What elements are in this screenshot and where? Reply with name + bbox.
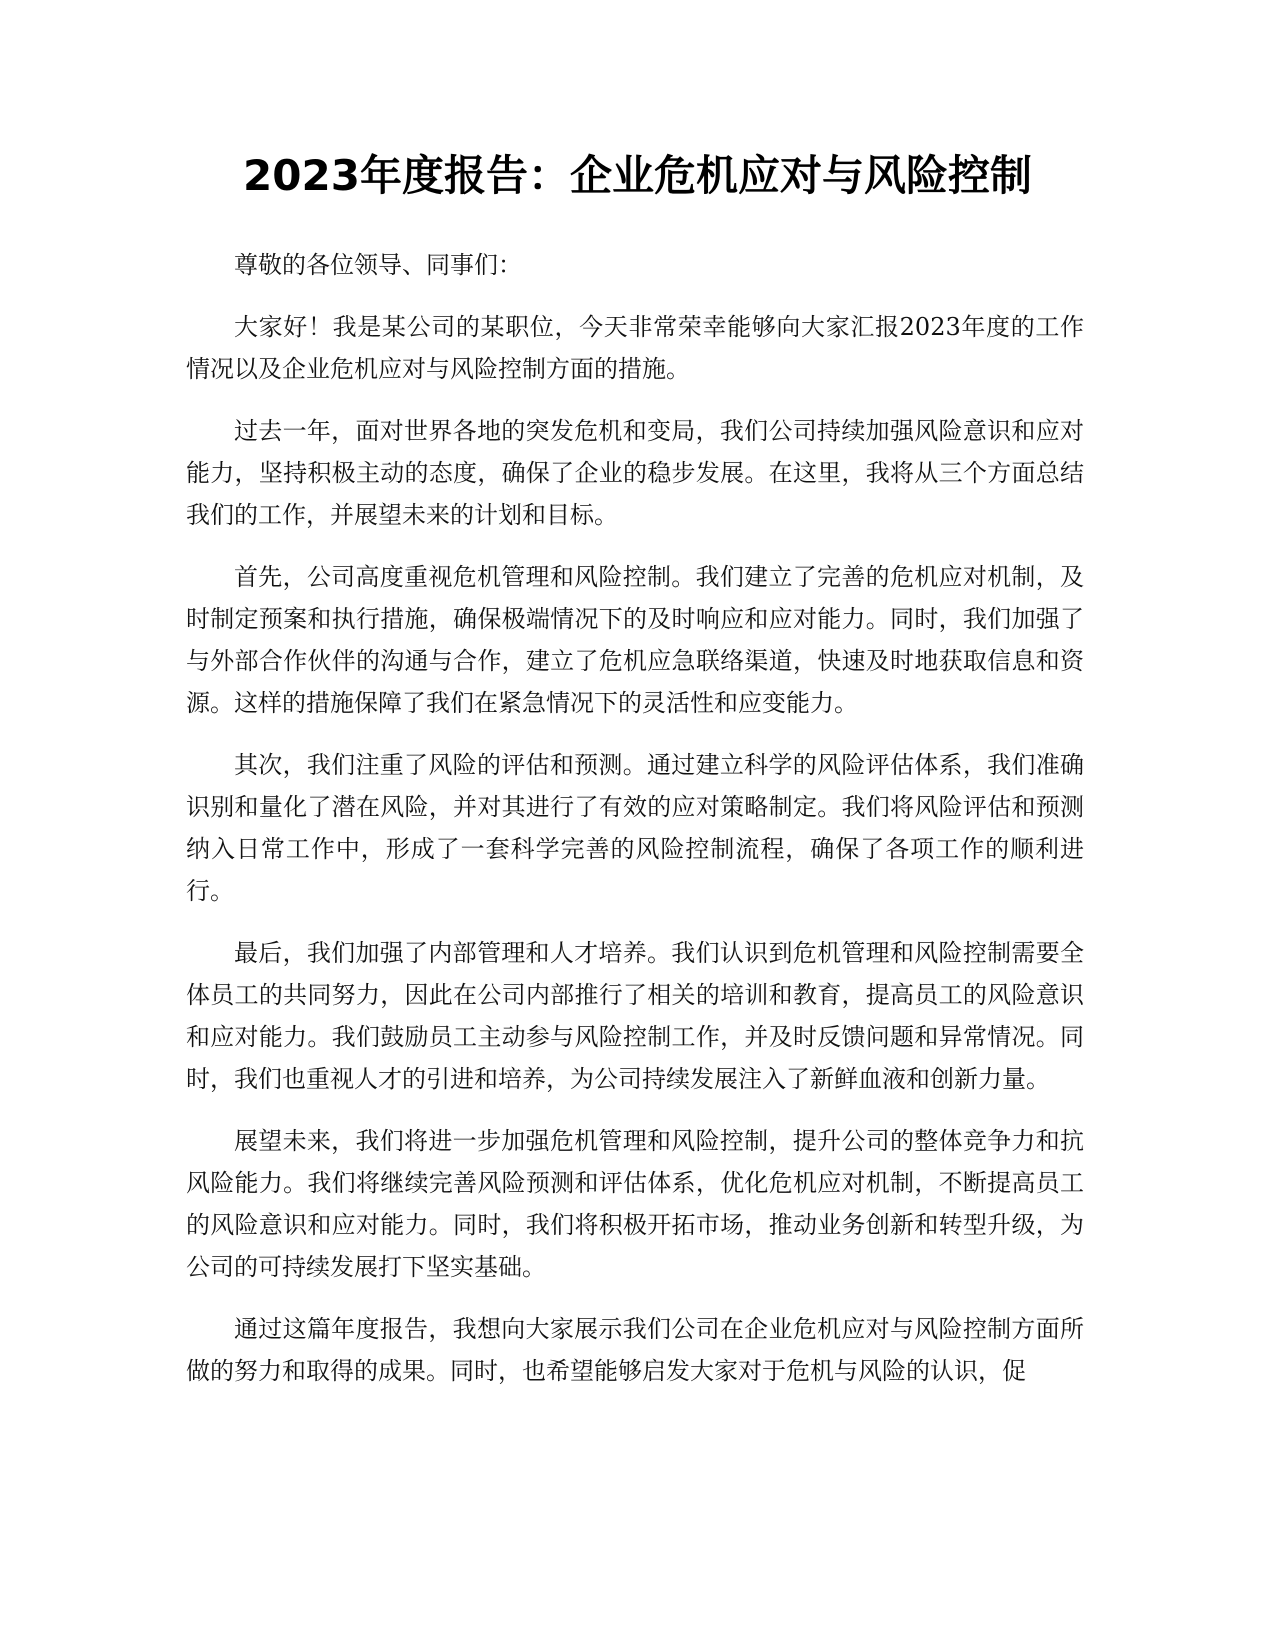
paragraph-risk-assessment: 其次，我们注重了风险的评估和预测。通过建立科学的风险评估体系，我们准确识别和量化了潜在风险，并对其进行了有效的应对策略制定。我们将风险评估和预测纳入日常工作中，形成了一套科学完善的风险控制流程，确保了各项工作的顺利进行。 bbox=[186, 751, 1084, 905]
document-title: 2023年度报告：企业危机应对与风险控制 bbox=[243, 151, 1032, 200]
paragraph-talent-training: 最后，我们加强了内部管理和人才培养。我们认识到危机管理和风险控制需要全体员工的共同努力，因此在公司内部推行了相关的培训和教育，提高员工的风险意识和应对能力。我们鼓励员工主动参与风险控制工作，并及时反馈问题和异常情况。同时，我们也重视人才的引进和培养，为公司持续发展注入了新鲜血液和创新力量。 bbox=[186, 939, 1084, 1093]
paragraph-intro: 大家好！我是某公司的某职位，今天非常荣幸能够向大家汇报2023年度的工作情况以及企业危机应对与风险控制方面的措施。 bbox=[186, 313, 1084, 383]
paragraph-crisis-management: 首先，公司高度重视危机管理和风险控制。我们建立了完善的危机应对机制，及时制定预案和执行措施，确保极端情况下的及时响应和应对能力。同时，我们加强了与外部合作伙伴的沟通与合作，建立了危机应急联络渠道，快速及时地获取信息和资源。这样的措施保障了我们在紧急情况下的灵活性和应变能力。 bbox=[186, 563, 1084, 717]
paragraph-greeting: 尊敬的各位领导、同事们： bbox=[234, 251, 522, 279]
paragraph-overview: 过去一年，面对世界各地的突发危机和变局，我们公司持续加强风险意识和应对能力，坚持积极主动的态度，确保了企业的稳步发展。在这里，我将从三个方面总结我们的工作，并展望未来的计划和目标。 bbox=[186, 417, 1084, 529]
paragraph-conclusion: 通过这篇年度报告，我想向大家展示我们公司在企业危机应对与风险控制方面所做的努力和取得的成果。同时，也希望能够启发大家对于危机与风险的认识，促 bbox=[186, 1315, 1084, 1385]
document-body bbox=[186, 244, 1084, 1412]
paragraph-outlook: 展望未来，我们将进一步加强危机管理和风险控制，提升公司的整体竞争力和抗风险能力。我们将继续完善风险预测和评估体系，优化危机应对机制，不断提高员工的风险意识和应对能力。同时，我们将积极开拓市场，推动业务创新和转型升级，为公司的可持续发展打下坚实基础。 bbox=[186, 1127, 1084, 1281]
